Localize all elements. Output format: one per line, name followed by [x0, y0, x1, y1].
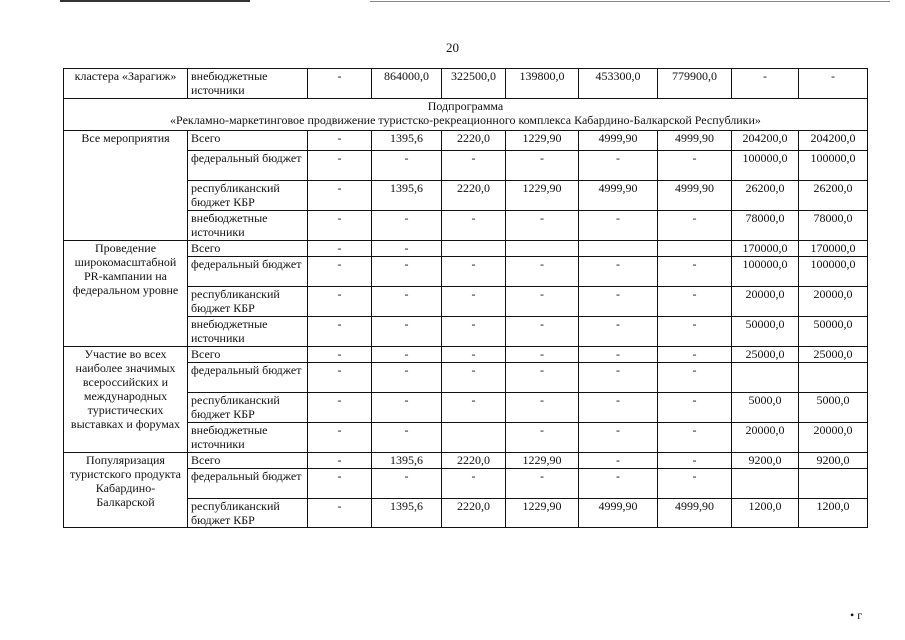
activity-name: кластера «Зарагиж»: [64, 69, 188, 99]
funding-source: федеральный бюджет: [188, 469, 308, 499]
value-cell: -: [372, 257, 442, 287]
value-cell: 100000,0: [732, 257, 799, 287]
funding-source: внебюджетные источники: [188, 69, 308, 99]
value-cell: -: [308, 211, 372, 241]
value-cell: [442, 241, 506, 257]
value-cell: 9200,0: [732, 453, 799, 469]
value-cell: 25000,0: [799, 347, 868, 363]
funding-source: федеральный бюджет: [188, 363, 308, 393]
value-cell: -: [506, 363, 579, 393]
value-cell: -: [506, 151, 579, 181]
value-cell: [732, 363, 799, 393]
value-cell: [799, 363, 868, 393]
funding-source: федеральный бюджет: [188, 257, 308, 287]
value-cell: [506, 241, 579, 257]
value-cell: 20000,0: [732, 423, 799, 453]
value-cell: -: [579, 151, 658, 181]
subprogram-label: Подпрограмма: [427, 99, 504, 113]
value-cell: 2220,0: [442, 453, 506, 469]
value-cell: -: [372, 211, 442, 241]
value-cell: 26200,0: [732, 181, 799, 211]
funding-source: внебюджетные источники: [188, 423, 308, 453]
value-cell: -: [732, 69, 799, 99]
value-cell: -: [442, 257, 506, 287]
value-cell: -: [308, 287, 372, 317]
value-cell: -: [658, 363, 732, 393]
value-cell: -: [308, 363, 372, 393]
value-cell: 322500,0: [442, 69, 506, 99]
value-cell: 4999,90: [579, 181, 658, 211]
table-row: [64, 453, 868, 469]
funding-source: республиканский бюджет КБР: [188, 499, 308, 528]
funding-source: республиканский бюджет КБР: [188, 393, 308, 423]
value-cell: 26200,0: [799, 181, 868, 211]
funding-source: Всего: [188, 131, 308, 151]
value-cell: -: [372, 469, 442, 499]
activity-name: Проведение широкомасштабной PR-кампании на федеральном уровне: [64, 241, 188, 347]
top-rule-right: [370, 1, 890, 2]
value-cell: -: [506, 347, 579, 363]
value-cell: -: [372, 363, 442, 393]
value-cell: 4999,90: [658, 181, 732, 211]
value-cell: -: [308, 317, 372, 347]
value-cell: -: [308, 131, 372, 151]
value-cell: -: [308, 241, 372, 257]
value-cell: 9200,0: [799, 453, 868, 469]
value-cell: 170000,0: [799, 241, 868, 257]
value-cell: 100000,0: [799, 257, 868, 287]
value-cell: -: [372, 241, 442, 257]
value-cell: 5000,0: [732, 393, 799, 423]
value-cell: -: [579, 287, 658, 317]
value-cell: -: [506, 317, 579, 347]
value-cell: -: [506, 469, 579, 499]
value-cell: 4999,90: [579, 499, 658, 528]
top-rule-left: [60, 0, 250, 2]
value-cell: -: [308, 151, 372, 181]
table-row: [64, 69, 868, 99]
value-cell: 2220,0: [442, 131, 506, 151]
value-cell: 779900,0: [658, 69, 732, 99]
value-cell: 50000,0: [732, 317, 799, 347]
subprogram-name: «Рекламно-маркетинговое продвижение туристско-рекреационного комплекса Кабардино-Балкарской Республики»: [170, 113, 761, 127]
value-cell: 100000,0: [799, 151, 868, 181]
value-cell: 2220,0: [442, 499, 506, 528]
value-cell: 1395,6: [372, 181, 442, 211]
value-cell: [732, 469, 799, 499]
value-cell: -: [579, 347, 658, 363]
value-cell: 1395,6: [372, 453, 442, 469]
value-cell: -: [658, 287, 732, 317]
value-cell: -: [579, 423, 658, 453]
funding-source: внебюджетные источники: [188, 211, 308, 241]
value-cell: 1395,6: [372, 499, 442, 528]
value-cell: 1229,90: [506, 453, 579, 469]
value-cell: -: [506, 393, 579, 423]
funding-source: Всего: [188, 453, 308, 469]
activity-name: Участие во всех наиболее значимых всероссийских и международных туристических выставках и форумах: [64, 347, 188, 453]
value-cell: -: [442, 469, 506, 499]
value-cell: -: [658, 211, 732, 241]
value-cell: -: [506, 211, 579, 241]
subprogram-title: [64, 99, 868, 131]
value-cell: -: [442, 317, 506, 347]
funding-source: внебюджетные источники: [188, 317, 308, 347]
value-cell: -: [308, 347, 372, 363]
value-cell: -: [308, 499, 372, 528]
funding-source: республиканский бюджет КБР: [188, 287, 308, 317]
value-cell: -: [442, 347, 506, 363]
value-cell: 1229,90: [506, 181, 579, 211]
value-cell: 4999,90: [579, 131, 658, 151]
value-cell: -: [579, 453, 658, 469]
value-cell: 1395,6: [372, 131, 442, 151]
value-cell: 25000,0: [732, 347, 799, 363]
value-cell: 78000,0: [799, 211, 868, 241]
value-cell: -: [308, 453, 372, 469]
corner-mark: • г: [850, 608, 863, 622]
budget-table: [63, 68, 868, 528]
value-cell: 100000,0: [732, 151, 799, 181]
value-cell: -: [372, 151, 442, 181]
value-cell: -: [442, 151, 506, 181]
funding-source: федеральный бюджет: [188, 151, 308, 181]
value-cell: -: [658, 257, 732, 287]
value-cell: -: [308, 69, 372, 99]
table-row: [64, 347, 868, 363]
value-cell: -: [308, 469, 372, 499]
value-cell: -: [579, 257, 658, 287]
value-cell: -: [308, 257, 372, 287]
value-cell: 50000,0: [799, 317, 868, 347]
subprogram-header-row: [64, 99, 868, 131]
value-cell: -: [442, 211, 506, 241]
value-cell: 20000,0: [732, 287, 799, 317]
value-cell: [799, 469, 868, 499]
value-cell: -: [658, 469, 732, 499]
value-cell: -: [506, 287, 579, 317]
value-cell: -: [442, 287, 506, 317]
value-cell: -: [579, 469, 658, 499]
value-cell: -: [579, 317, 658, 347]
value-cell: 170000,0: [732, 241, 799, 257]
value-cell: 1229,90: [506, 499, 579, 528]
value-cell: -: [799, 69, 868, 99]
value-cell: 4999,90: [658, 499, 732, 528]
value-cell: -: [658, 317, 732, 347]
value-cell: -: [658, 423, 732, 453]
value-cell: 1200,0: [732, 499, 799, 528]
value-cell: 139800,0: [506, 69, 579, 99]
value-cell: -: [372, 287, 442, 317]
value-cell: 1200,0: [799, 499, 868, 528]
value-cell: -: [658, 347, 732, 363]
value-cell: -: [506, 257, 579, 287]
value-cell: 78000,0: [732, 211, 799, 241]
table-row: [64, 241, 868, 257]
value-cell: 5000,0: [799, 393, 868, 423]
value-cell: -: [372, 347, 442, 363]
value-cell: -: [658, 393, 732, 423]
value-cell: -: [579, 363, 658, 393]
value-cell: 2220,0: [442, 181, 506, 211]
value-cell: -: [372, 317, 442, 347]
activity-name: Все мероприятия: [64, 131, 188, 241]
value-cell: -: [506, 423, 579, 453]
value-cell: [579, 241, 658, 257]
value-cell: [658, 241, 732, 257]
value-cell: -: [308, 181, 372, 211]
value-cell: -: [442, 393, 506, 423]
value-cell: -: [658, 151, 732, 181]
value-cell: -: [308, 423, 372, 453]
value-cell: -: [372, 393, 442, 423]
value-cell: 4999,90: [658, 131, 732, 151]
value-cell: -: [579, 211, 658, 241]
value-cell: 453300,0: [579, 69, 658, 99]
activity-name: Популяризация туристского продукта Кабардино-Балкарской: [64, 453, 188, 528]
value-cell: -: [658, 453, 732, 469]
table-row: [64, 131, 868, 151]
funding-source: Всего: [188, 347, 308, 363]
value-cell: -: [372, 423, 442, 453]
value-cell: 20000,0: [799, 423, 868, 453]
value-cell: 20000,0: [799, 287, 868, 317]
page-number: 20: [446, 40, 459, 55]
funding-source: республиканский бюджет КБР: [188, 181, 308, 211]
value-cell: 864000,0: [372, 69, 442, 99]
value-cell: 204200,0: [732, 131, 799, 151]
value-cell: 204200,0: [799, 131, 868, 151]
funding-source: Всего: [188, 241, 308, 257]
value-cell: [442, 423, 506, 453]
value-cell: -: [579, 393, 658, 423]
value-cell: 1229,90: [506, 131, 579, 151]
value-cell: -: [308, 393, 372, 423]
value-cell: -: [442, 363, 506, 393]
